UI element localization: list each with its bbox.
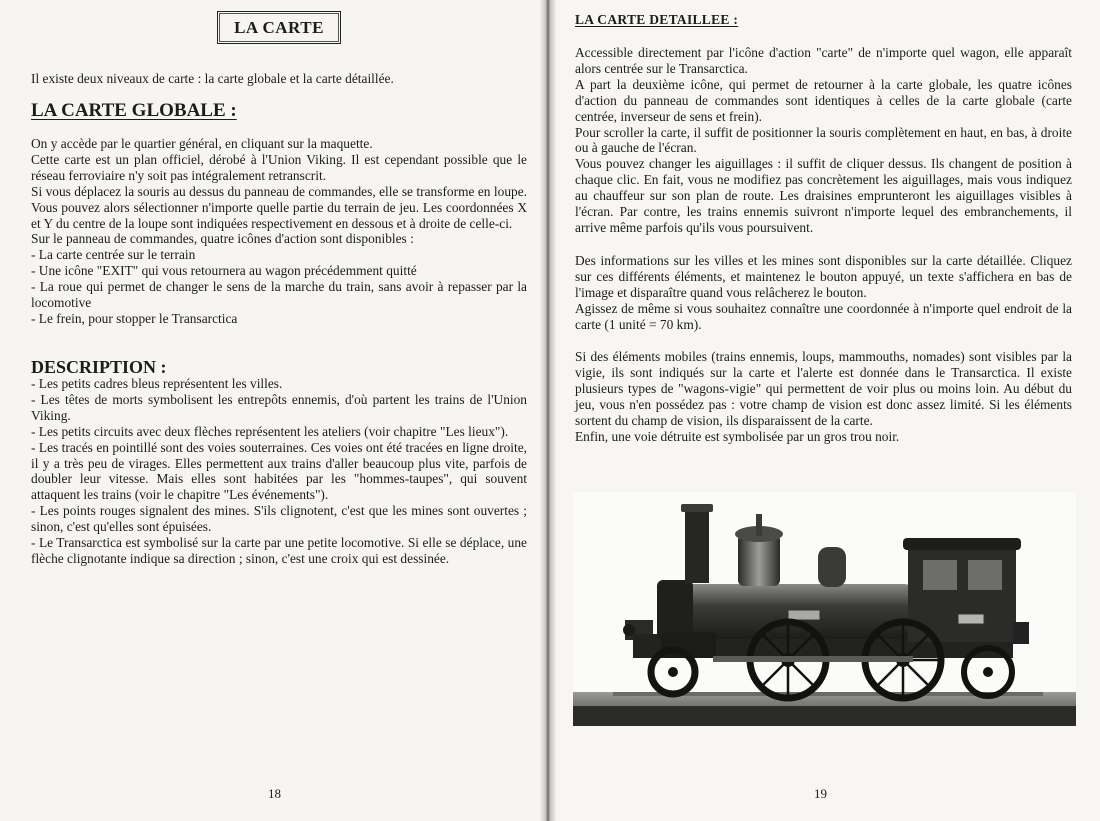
text-line: Accessible directement par l'icône d'action "carte" de n'importe quel wagon, elle apparaît alors centrée sur le Transarctica. <box>575 45 1072 76</box>
carte-detaillee-body <box>575 45 1072 236</box>
list-item: - Une icône "EXIT" qui vous retournera au wagon précédemment quitté <box>31 263 417 279</box>
heading-carte-globale: LA CARTE GLOBALE : <box>31 100 237 121</box>
text-line: Pour scroller la carte, il suffit de positionner la souris complètement en haut, en bas, à droite ou à gauche de l'écran. <box>575 124 1072 156</box>
text-line: Des informations sur les villes et les mines sont disponibles sur la carte détaillée. Cliquez sur ces différents éléments, et maintenez le bouton appuyé, un texte s'affichera en bas de l'image et disparaître quand vous relâcherez le bouton. <box>575 253 1072 300</box>
text-line: Cette carte est un plan officiel, dérobé à l'Union Viking. Il est cependant possible que le réseau ferroviaire n'y soit pas intégralement retranscrit. <box>31 151 527 183</box>
list-item: - La roue qui permet de changer le sens de la marche du train, sans avoir à repasser par la locomotive <box>31 279 527 311</box>
elements-mobiles-paragraph <box>575 349 1072 444</box>
list-item: - Le frein, pour stopper le Transarctica <box>31 310 238 326</box>
text-line: A part la deuxième icône, qui permet de retourner à la carte globale, les quatre icônes d'action du panneau de commandes sont identiques à celles de la carte globale (carte centrée, inverseur de sens et frein). <box>575 76 1072 124</box>
intro-text: Il existe deux niveaux de carte : la carte globale et la carte détaillée. <box>31 71 394 86</box>
text-line: On y accède par le quartier général, en cliquant sur la maquette. <box>31 136 373 151</box>
list-item: - La carte centrée sur le terrain <box>31 247 196 263</box>
text-line: Si vous déplacez la souris au dessus du panneau de commandes, elle se transforme en loupe. Vous pouvez alors sélectionner n'importe quelle partie du terrain de jeu. Les coordonnées X et Y du centre de la loupe sont indiquées respectivement en dessous et à droite de celle-ci. <box>31 183 527 231</box>
list-item: - Le Transarctica est symbolisé sur la carte par une petite locomotive. Si elle se déplace, une flèche clignotante indique sa direction ; sinon, c'est une croix qui est dessinée. <box>31 535 527 566</box>
text-line: Enfin, une voie détruite est symbolisée par un gros trou noir. <box>575 428 900 444</box>
text-line: Vous pouvez changer les aiguillages : il suffit de cliquer dessus. Ils changent de position à chaque clic. En fait, vous ne modifiez pas concrètement les aiguillages, mais vous indiquez au chauffeur sur son plan de route. Les draisines emprunteront les aiguillages visibles à l'écran. Par contre, les trains ennemis suivront n'importe lequel des embranchements, il arrive même parfois qu'ils vous poursuivent. <box>575 156 1072 235</box>
list-item: - Les têtes de morts symbolisent les entrepôts ennemis, d'où partent les trains de l'Union Viking. <box>31 391 527 423</box>
page-number-left: 18 <box>268 786 281 801</box>
list-item: - Les tracés en pointillé sont des voies souterraines. Ces voies ont été tracées en ligne droite, il y a très peu de virages. Elles permettent aux trains d'aller beaucoup plus vite, parfois de doubler leur vitesse. Mais elles sont habitées par les "hommes-taupes", qui souvent attaquent les trains (voir le chapitre "Les événements"). <box>31 439 527 503</box>
description-body <box>31 376 527 567</box>
chapter-title: LA CARTE <box>217 11 341 44</box>
text-line: Si des éléments mobiles (trains ennemis, loups, mammouths, nomades) sont visibles par la vigie, ils sont indiqués sur la carte et l'alerte est donnée dans le Transarctica. Il existe plusieurs types de "wagons-vigie" qui permettent de voir plus ou moins loin. Au début du jeu, vous n'en possédez pas : votre champ de vision est donc assez limité. Si les éléments sortent du champ de vision, ils disparaissent de la carte. <box>575 349 1072 428</box>
list-item: - Les petits cadres bleus représentent les villes. <box>31 376 283 391</box>
text-line: Agissez de même si vous souhaitez connaître une coordonnée à n'importe quel endroit de la carte (1 unité = 70 km). <box>575 300 1072 332</box>
text-line: Sur le panneau de commandes, quatre icônes d'action sont disponibles : <box>31 231 414 247</box>
list-item: - Les points rouges signalent des mines. S'ils clignotent, c'est que les mines sont ouvertes ; sinon, c'est qu'elles sont épuisées. <box>31 503 527 535</box>
informations-paragraph <box>575 253 1072 333</box>
heading-carte-detaillee: LA CARTE DETAILLEE : <box>575 12 739 27</box>
list-item: - Les petits circuits avec deux flèches représentent les ateliers (voir chapitre "Les lieux"). <box>31 423 509 439</box>
heading-description: DESCRIPTION : <box>31 357 167 377</box>
carte-globale-body <box>31 136 527 327</box>
locomotive-photo <box>573 492 1076 726</box>
steam-locomotive-illustration <box>573 492 1076 726</box>
page-number-right: 19 <box>814 786 827 801</box>
book-gutter <box>540 0 556 821</box>
